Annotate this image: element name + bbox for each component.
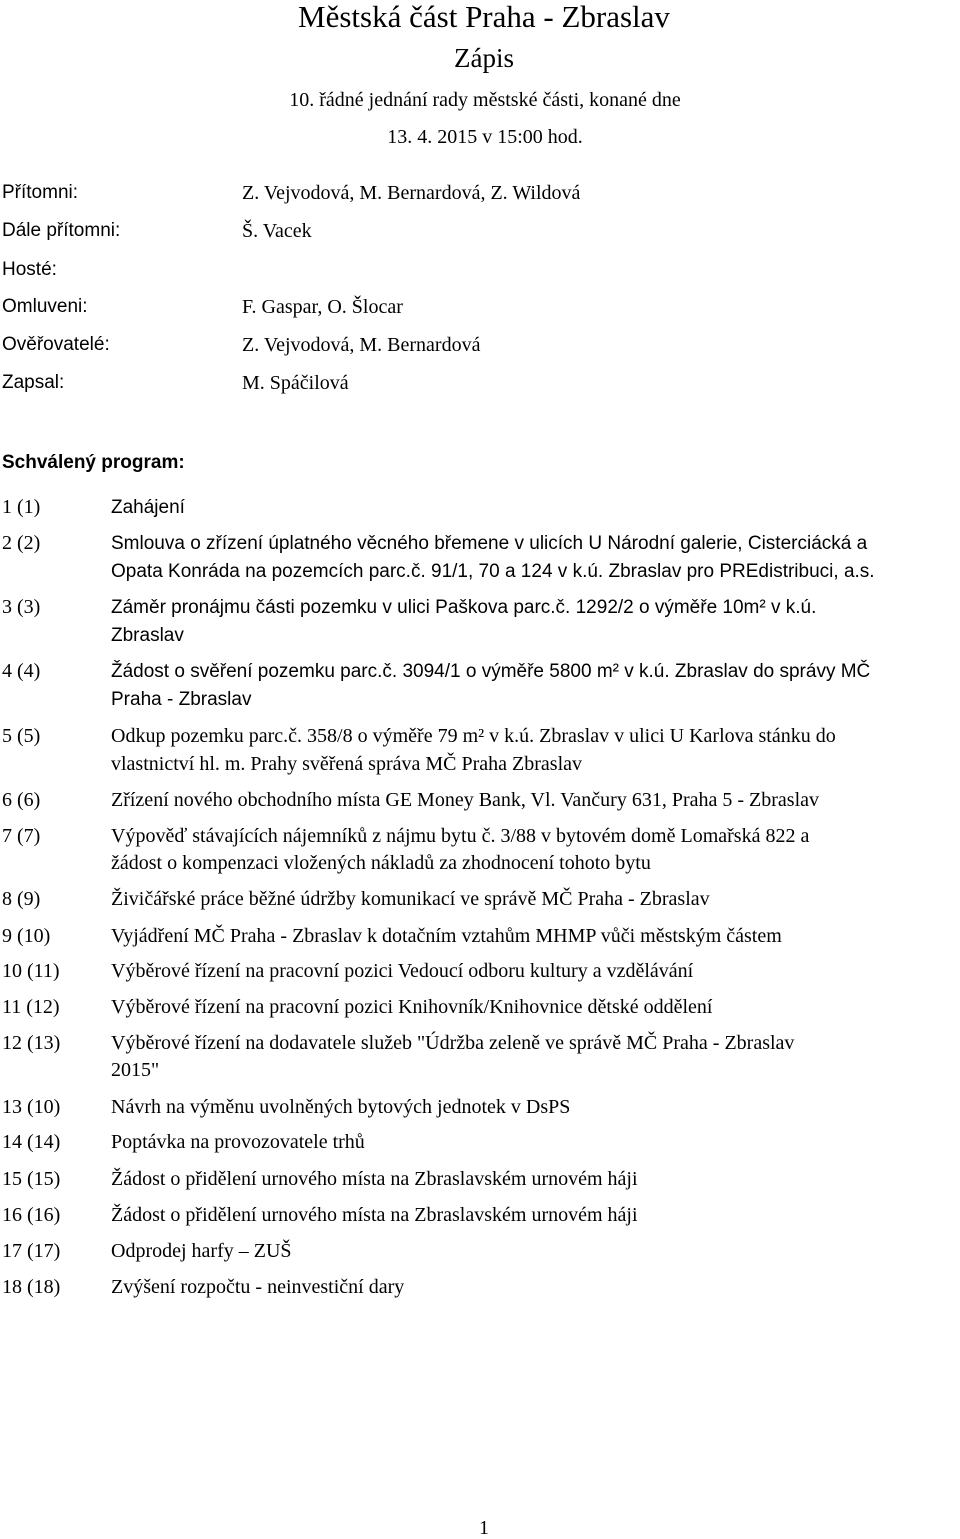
program-item-text: Odkup pozemku parc.č. 358/8 o výměře 79 m² v k.ú. Zbraslav v ulici U Karlova stánku do xyxy=(111,725,836,747)
attendance-value-also-present: Š. Vacek xyxy=(242,220,312,242)
program-item-text: Vyjádření MČ Praha - Zbraslav k dotačním vztahům MHMP vůči městským částem xyxy=(111,925,782,947)
document-title: Městská část Praha - Zbraslav xyxy=(298,0,670,34)
attendance-label-excused: Omluveni: xyxy=(2,296,88,317)
program-item-text: Zřízení nového obchodního místa GE Money Bank, Vl. Vančury 631, Praha 5 - Zbraslav xyxy=(111,789,820,811)
program-item-text: Výběrové řízení na pracovní pozici Vedoucí odboru kultury a vzdělávání xyxy=(111,960,694,982)
program-item-number: 16 (16) xyxy=(2,1204,61,1226)
program-item-number: 12 (13) xyxy=(2,1032,61,1054)
document-subtitle: Zápis xyxy=(454,43,514,73)
program-item-text-continued: vlastnictví hl. m. Prahy svěřená správa MČ Praha Zbraslav xyxy=(111,753,582,775)
program-item-text: Žádost o svěření pozemku parc.č. 3094/1 o výměře 5800 m² v k.ú. Zbraslav do správy MČ xyxy=(111,661,871,682)
program-item-text: Výpověď stávajících nájemníků z nájmu bytu č. 3/88 v bytovém domě Lomařská 822 a xyxy=(111,825,810,847)
program-item-text: Žádost o přidělení urnového místa na Zbraslavském urnovém háji xyxy=(111,1168,638,1190)
program-item-text: Živičářské práce běžné údržby komunikací ve správě MČ Praha - Zbraslav xyxy=(111,888,710,910)
attendance-label-present: Přítomni: xyxy=(2,182,79,203)
program-item-number: 15 (15) xyxy=(2,1168,61,1190)
program-item-text: Zvýšení rozpočtu - neinvestiční dary xyxy=(111,1276,405,1298)
program-item-text-continued: Praha - Zbraslav xyxy=(111,689,252,710)
meeting-date: 13. 4. 2015 v 15:00 hod. xyxy=(387,126,583,148)
program-item-number: 10 (11) xyxy=(2,960,60,982)
program-item-text: Smlouva o zřízení úplatného věcného břemene v ulicích U Národní galerie, Cisterciácká a xyxy=(111,533,868,554)
program-item-text-continued: Opata Konráda na pozemcích parc.č. 91/1, 70 a 124 v k.ú. Zbraslav pro PREdistribuci, a.s. xyxy=(111,561,875,582)
program-item-number: 14 (14) xyxy=(2,1131,61,1153)
program-item-text: Žádost o přidělení urnového místa na Zbraslavském urnovém háji xyxy=(111,1204,638,1226)
program-heading: Schválený program: xyxy=(2,452,185,473)
program-item-number: 6 (6) xyxy=(2,789,41,811)
attendance-label-also-present: Dále přítomni: xyxy=(2,220,121,241)
program-item-number: 2 (2) xyxy=(2,532,41,554)
program-item-number: 5 (5) xyxy=(2,725,41,747)
program-item-text: Výběrové řízení na pracovní pozici Knihovník/Knihovnice dětské oddělení xyxy=(111,996,713,1018)
attendance-value-excused: F. Gaspar, O. Šlocar xyxy=(242,296,403,318)
program-item-number: 7 (7) xyxy=(2,825,41,847)
attendance-label-recorder: Zapsal: xyxy=(2,372,65,393)
page-number: 1 xyxy=(479,1517,489,1539)
program-item-number: 8 (9) xyxy=(2,888,41,910)
program-item-number: 1 (1) xyxy=(2,496,41,518)
program-item-text: Návrh na výměnu uvolněných bytových jednotek v DsPS xyxy=(111,1096,571,1118)
program-item-number: 3 (3) xyxy=(2,596,41,618)
program-item-number: 17 (17) xyxy=(2,1240,61,1262)
program-item-number: 11 (12) xyxy=(2,996,60,1018)
meeting-description: 10. řádné jednání rady městské části, konané dne xyxy=(289,89,681,111)
attendance-value-present: Z. Vejvodová, M. Bernardová, Z. Wildová xyxy=(242,182,581,204)
attendance-label-guests: Hosté: xyxy=(2,259,57,280)
program-item-text: Poptávka na provozovatele trhů xyxy=(111,1131,365,1153)
program-item-number: 9 (10) xyxy=(2,925,51,947)
attendance-label-verifiers: Ověřovatelé: xyxy=(2,334,110,355)
program-item-number: 4 (4) xyxy=(2,660,41,682)
program-item-text: Odprodej harfy – ZUŠ xyxy=(111,1240,292,1262)
program-item-text: Záměr pronájmu části pozemku v ulici Paškova parc.č. 1292/2 o výměře 10m² v k.ú. xyxy=(111,597,817,618)
program-item-text-continued: 2015" xyxy=(111,1059,160,1081)
program-item-number: 18 (18) xyxy=(2,1276,61,1298)
program-item-number: 13 (10) xyxy=(2,1096,61,1118)
program-item-text-continued: žádost o kompenzaci vložených nákladů za zhodnocení tohoto bytu xyxy=(111,852,651,874)
program-item-text-continued: Zbraslav xyxy=(111,625,184,646)
attendance-value-verifiers: Z. Vejvodová, M. Bernardová xyxy=(242,334,481,356)
program-item-text: Výběrové řízení na dodavatele služeb "Údržba zeleně ve správě MČ Praha - Zbraslav xyxy=(111,1032,795,1054)
program-item-text: Zahájení xyxy=(111,497,185,518)
attendance-value-recorder: M. Spáčilová xyxy=(242,372,349,394)
